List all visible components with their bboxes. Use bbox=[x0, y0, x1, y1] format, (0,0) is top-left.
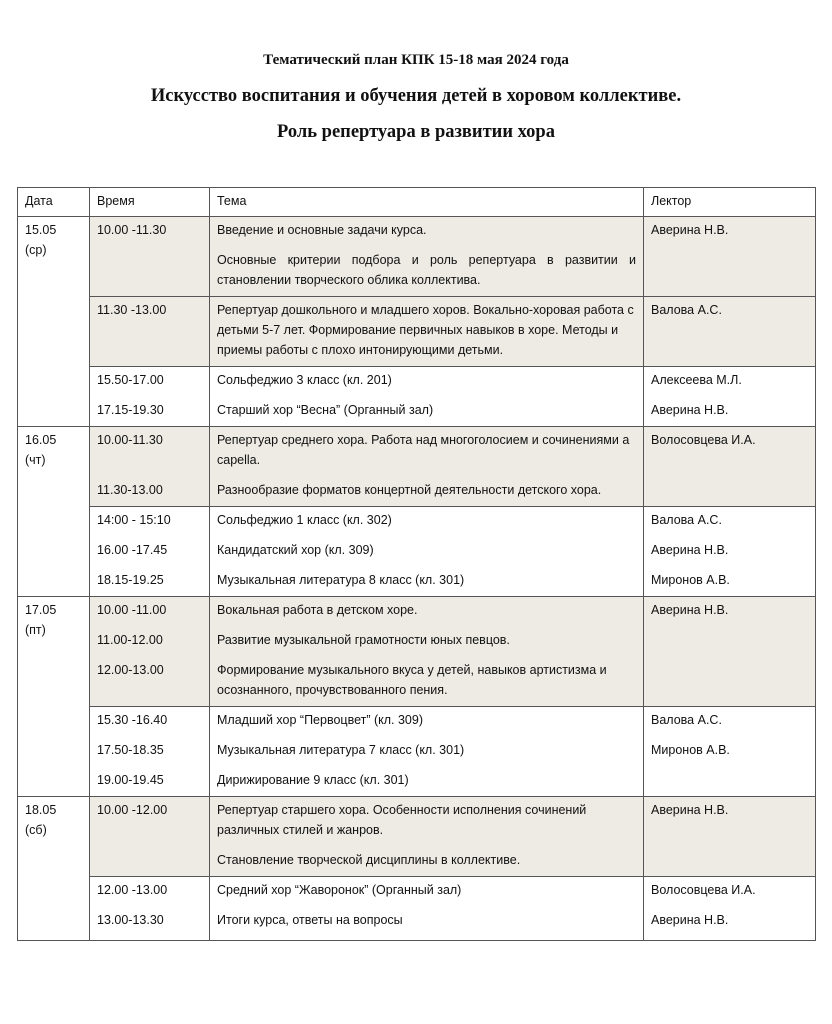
topic: Младший хор “Первоцвет” (кл. 309) bbox=[217, 713, 423, 727]
time: 18.15-19.25 bbox=[97, 573, 164, 587]
topic-cell bbox=[210, 797, 644, 877]
lecturer: Аверина Н.В. bbox=[651, 603, 729, 617]
time: 17.15-19.30 bbox=[97, 403, 164, 417]
table-row bbox=[18, 297, 816, 367]
time: 11.30-13.00 bbox=[97, 483, 163, 497]
topic: Средний хор “Жаворонок” (Органный зал) bbox=[217, 883, 462, 897]
table-row bbox=[18, 877, 816, 941]
time: 11.30 -13.00 bbox=[97, 303, 167, 317]
topic: Сольфеджио 3 класс (кл. 201) bbox=[217, 373, 392, 387]
weekday: (чт) bbox=[25, 453, 46, 467]
lecturer-cell bbox=[644, 217, 816, 297]
table-row bbox=[18, 367, 816, 427]
topic: Старший хор “Весна” (Органный зал) bbox=[217, 403, 434, 417]
date-cell bbox=[18, 797, 90, 941]
topic: Развитие музыкальной грамотности юных певцов. bbox=[217, 633, 510, 647]
lecturer-cell bbox=[644, 597, 816, 707]
topic: Репертуар старшего хора. Особенности исполнения сочинений различных стилей и жанров. bbox=[217, 803, 587, 837]
lecturer-cell bbox=[644, 297, 816, 367]
lecturer-cell bbox=[644, 877, 816, 941]
topic-cell bbox=[210, 367, 644, 427]
topic: Музыкальная литература 8 класс (кл. 301) bbox=[217, 573, 465, 587]
document-title: Тематический план КПК 15-18 мая 2024 года bbox=[263, 52, 569, 68]
lecturer: Аверина Н.В. bbox=[651, 543, 729, 557]
time: 11.00-12.00 bbox=[97, 633, 163, 647]
lecturer: Аверина Н.В. bbox=[651, 223, 729, 237]
date: 15.05 bbox=[25, 223, 57, 237]
topic-cell bbox=[210, 507, 644, 597]
time: 10.00 -11.30 bbox=[97, 223, 167, 237]
lecturer: Валова А.С. bbox=[651, 513, 722, 527]
date-cell bbox=[18, 427, 90, 597]
column-header-date: Дата bbox=[18, 188, 90, 217]
lecturer: Волосовцева И.А. bbox=[651, 433, 756, 447]
lecturer: Алексеева М.Л. bbox=[651, 373, 742, 387]
time-cell bbox=[90, 507, 210, 597]
time: 15.50-17.00 bbox=[97, 373, 164, 387]
topic: Введение и основные задачи курса. bbox=[217, 223, 427, 237]
table-row bbox=[18, 707, 816, 797]
weekday: (сб) bbox=[25, 823, 47, 837]
time-cell bbox=[90, 297, 210, 367]
time-cell bbox=[90, 367, 210, 427]
time: 13.00-13.30 bbox=[97, 913, 164, 927]
topic-cell bbox=[210, 707, 644, 797]
lecturer: Аверина Н.В. bbox=[651, 403, 729, 417]
lecturer: Миронов А.В. bbox=[651, 573, 730, 587]
time: 17.50-18.35 bbox=[97, 743, 164, 757]
time: 19.00-19.45 bbox=[97, 773, 164, 787]
lecturer-cell bbox=[644, 367, 816, 427]
lecturer: Валова А.С. bbox=[651, 303, 722, 317]
topic: Основные критерии подбора и роль репертуара в развитии и становлении творческого облика коллектива. bbox=[217, 253, 636, 287]
topic-cell bbox=[210, 217, 644, 297]
table-header-row bbox=[18, 188, 816, 217]
table-row bbox=[18, 507, 816, 597]
lecturer: Аверина Н.В. bbox=[651, 803, 729, 817]
date: 17.05 bbox=[25, 603, 57, 617]
topic-cell bbox=[210, 877, 644, 941]
time: 10.00 -11.00 bbox=[97, 603, 167, 617]
course-title: Искусство воспитания и обучения детей в хоровом коллективе. bbox=[150, 86, 682, 106]
lecturer: Валова А.С. bbox=[651, 713, 722, 727]
weekday: (пт) bbox=[25, 623, 46, 637]
time-cell bbox=[90, 797, 210, 877]
column-header-lecturer: Лектор bbox=[644, 188, 816, 217]
date: 16.05 bbox=[25, 433, 57, 447]
topic: Разнообразие форматов концертной деятельности детского хора. bbox=[217, 483, 602, 497]
lecturer-cell bbox=[644, 507, 816, 597]
weekday: (ср) bbox=[25, 243, 47, 257]
table-row bbox=[18, 597, 816, 707]
date-cell bbox=[18, 217, 90, 427]
time: 15.30 -16.40 bbox=[97, 713, 168, 727]
date: 18.05 bbox=[25, 803, 57, 817]
topic: Кандидатский хор (кл. 309) bbox=[217, 543, 374, 557]
time-cell bbox=[90, 597, 210, 707]
time-cell bbox=[90, 707, 210, 797]
column-header-time: Время bbox=[90, 188, 210, 217]
time: 12.00 -13.00 bbox=[97, 883, 168, 897]
topic-cell bbox=[210, 597, 644, 707]
lecturer-cell bbox=[644, 797, 816, 877]
topic: Репертуар среднего хора. Работа над многоголосием и сочинениями а capella. bbox=[217, 433, 630, 467]
topic: Вокальная работа в детском хоре. bbox=[217, 603, 418, 617]
topic: Итоги курса, ответы на вопросы bbox=[217, 913, 403, 927]
lecturer: Аверина Н.В. bbox=[651, 913, 729, 927]
topic: Репертуар дошкольного и младшего хоров. Вокально-хоровая работа с детьми 5-7 лет. Формирование первичных навыков в хоре. Методы и приемы работы с плохо интонирующими детьми. bbox=[217, 303, 634, 357]
table-row bbox=[18, 427, 816, 507]
lecturer-cell bbox=[644, 707, 816, 797]
time-cell bbox=[90, 217, 210, 297]
time-cell bbox=[90, 427, 210, 507]
topic: Формирование музыкального вкуса у детей, навыков артистизма и осознанного, прочувствованного пения. bbox=[217, 663, 607, 697]
time: 10.00-11.30 bbox=[97, 433, 163, 447]
time-cell bbox=[90, 877, 210, 941]
topic: Сольфеджио 1 класс (кл. 302) bbox=[217, 513, 392, 527]
time: 10.00 -12.00 bbox=[97, 803, 168, 817]
date-cell bbox=[18, 597, 90, 797]
lecturer: Волосовцева И.А. bbox=[651, 883, 756, 897]
table-row bbox=[18, 217, 816, 297]
lecturer-cell bbox=[644, 427, 816, 507]
topic: Музыкальная литература 7 класс (кл. 301) bbox=[217, 743, 465, 757]
schedule-table bbox=[17, 187, 816, 941]
time: 14:00 - 15:10 bbox=[97, 513, 171, 527]
topic: Дирижирование 9 класс (кл. 301) bbox=[217, 773, 409, 787]
course-subtitle: Роль репертуара в развитии хора bbox=[277, 122, 555, 142]
topic-cell bbox=[210, 297, 644, 367]
topic: Становление творческой дисциплины в коллективе. bbox=[217, 853, 521, 867]
topic-cell bbox=[210, 427, 644, 507]
lecturer: Миронов А.В. bbox=[651, 743, 730, 757]
column-header-topic: Тема bbox=[210, 188, 644, 217]
time: 16.00 -17.45 bbox=[97, 543, 168, 557]
table-row bbox=[18, 797, 816, 877]
time: 12.00-13.00 bbox=[97, 663, 164, 677]
